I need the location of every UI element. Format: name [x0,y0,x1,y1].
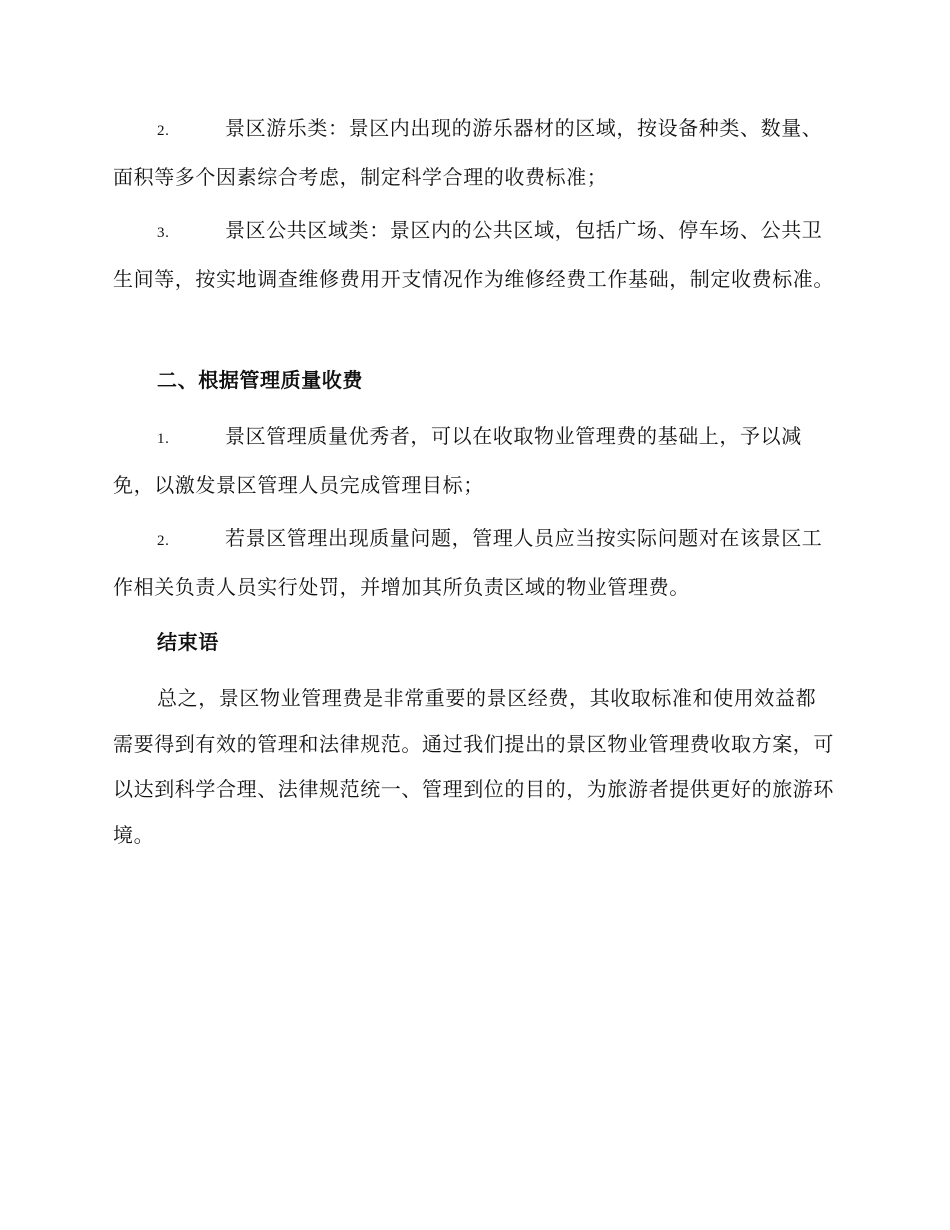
list-item-number: 2. [157,533,170,549]
conclusion-text: 总之，景区物业管理费是非常重要的景区经费，其收取标准和使用效益都需要得到有效的管理和法律规范。通过我们提出的景区物业管理费收取方案，可以达到科学合理、法律规范统一、管理到位的目的，为旅游者提供更好的旅游环境。 [113,686,834,847]
list-item-number: 1. [157,431,170,447]
list-item [113,516,835,610]
conclusion-paragraph [113,676,835,858]
list-item-text: 景区游乐类：景区内出现的游乐器材的区域，按设备种类、数量、面积等多个因素综合考虑，制定科学合理的收费标准； [113,116,823,189]
list-item [113,106,835,200]
list-item-text: 若景区管理出现质量问题，管理人员应当按实际问题对在该景区工作相关负责人员实行处罚，并增加其所负责区域的物业管理费。 [113,526,823,599]
conclusion-heading: 结束语 [157,630,219,654]
list-item-number: 3. [157,225,170,241]
list-item-number: 2. [157,123,170,139]
list-item [113,208,835,302]
list-item-text: 景区管理质量优秀者，可以在收取物业管理费的基础上，予以减免，以激发景区管理人员完成管理目标； [113,424,802,497]
section-heading: 二、根据管理质量收费 [157,368,363,392]
list-item [113,414,835,508]
list-item-text: 景区公共区域类：景区内的公共区域，包括广场、停车场、公共卫生间等，按实地调查维修费用开支情况作为维修经费工作基础，制定收费标准。 [113,218,834,291]
